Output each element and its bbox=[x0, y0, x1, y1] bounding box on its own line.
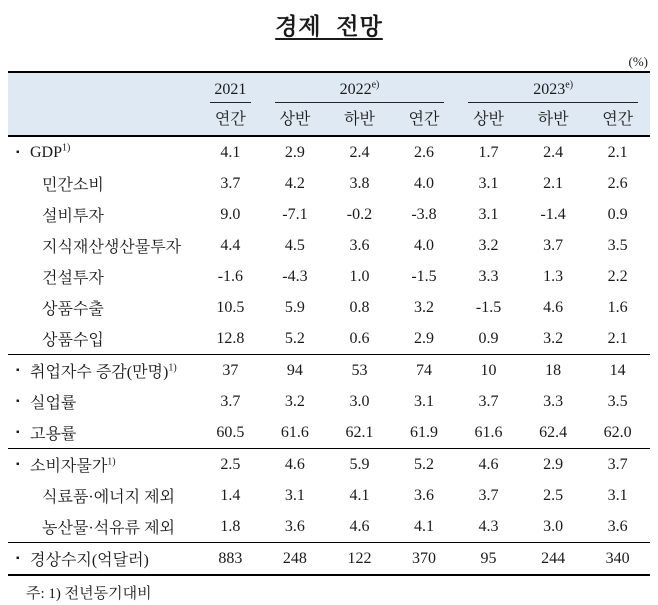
value-cell: 4.6 bbox=[456, 449, 521, 481]
value-cell: -1.5 bbox=[411, 267, 437, 285]
row-label: GDP bbox=[30, 143, 63, 161]
value-cell: 2.9 bbox=[414, 329, 434, 347]
row-label: 경상수지(억달러) bbox=[30, 552, 149, 569]
value-cell: 5.9 bbox=[284, 298, 305, 316]
row-label-cell bbox=[8, 449, 198, 481]
subheader-cell: 상반 bbox=[456, 103, 521, 136]
value-cell: 5.2 bbox=[284, 329, 305, 347]
row-label: 농산물·석유류 제외 bbox=[42, 520, 175, 537]
value-cell: 12.8 bbox=[216, 329, 245, 347]
table-row bbox=[8, 511, 650, 543]
bullet-icon: ▪ bbox=[16, 458, 20, 470]
bullet-icon: ▪ bbox=[16, 426, 20, 438]
row-label: 상품수출 bbox=[42, 301, 104, 318]
value-cell: 3.5 bbox=[607, 236, 628, 254]
value-cell: 2.4 bbox=[349, 143, 370, 161]
value-cell: 5.9 bbox=[327, 449, 392, 481]
value-cell: 4.3 bbox=[478, 517, 499, 535]
value-cell: 3.3 bbox=[478, 267, 499, 285]
row-label-cell bbox=[8, 292, 198, 323]
table-row bbox=[8, 480, 650, 511]
subheader-cell: 연간 bbox=[585, 103, 650, 136]
value-cell: 3.6 bbox=[284, 517, 305, 535]
table-row bbox=[8, 261, 650, 292]
value-cell: -4.3 bbox=[282, 267, 308, 285]
value-cell: 10.5 bbox=[216, 298, 245, 316]
table-row bbox=[8, 417, 650, 449]
value-cell: 1.0 bbox=[349, 267, 370, 285]
value-cell: 53 bbox=[327, 355, 392, 387]
value-cell: 3.1 bbox=[478, 174, 499, 192]
value-cell: 18 bbox=[521, 355, 586, 387]
value-cell: 61.9 bbox=[410, 423, 438, 441]
table-row bbox=[8, 355, 650, 387]
row-label-cell bbox=[8, 199, 198, 230]
value-cell: 4.1 bbox=[349, 486, 370, 504]
row-label-cell bbox=[8, 386, 198, 417]
year-group-row bbox=[8, 72, 650, 103]
value-cell: 3.6 bbox=[414, 486, 434, 504]
value-cell: 4.1 bbox=[414, 517, 434, 535]
row-label-cell bbox=[8, 168, 198, 199]
row-label: 상품수입 bbox=[42, 332, 104, 349]
subheader-cell: 연간 bbox=[198, 103, 263, 136]
corner-cell bbox=[8, 72, 198, 103]
row-label: 소비자물가 bbox=[30, 458, 108, 475]
value-cell: 3.7 bbox=[585, 449, 650, 481]
table-row bbox=[8, 136, 650, 168]
value-cell: 3.7 bbox=[220, 174, 241, 192]
value-cell: 62.1 bbox=[345, 423, 374, 441]
subheader-cell: 상반 bbox=[263, 103, 328, 136]
row-label: 민간소비 bbox=[42, 177, 104, 194]
value-cell: 1.4 bbox=[220, 486, 241, 504]
value-cell: 4.6 bbox=[349, 517, 370, 535]
table-row bbox=[8, 168, 650, 199]
row-label: 식료품·에너지 제외 bbox=[42, 489, 175, 506]
table-body bbox=[8, 136, 650, 575]
year-group-header bbox=[198, 72, 263, 103]
value-cell: 9.0 bbox=[220, 205, 241, 223]
value-cell: 340 bbox=[585, 543, 650, 576]
subheader-row bbox=[8, 103, 650, 136]
value-cell: 62.0 bbox=[603, 423, 632, 441]
row-label-cell bbox=[8, 511, 198, 543]
table-row bbox=[8, 199, 650, 230]
value-cell: 2.1 bbox=[607, 329, 628, 347]
value-cell: 95 bbox=[456, 543, 521, 576]
bullet-icon: ▪ bbox=[16, 552, 20, 564]
value-cell: 3.2 bbox=[543, 329, 564, 347]
value-cell: 3.0 bbox=[349, 392, 370, 410]
row-label: 건설투자 bbox=[42, 270, 104, 287]
value-cell: 3.3 bbox=[543, 392, 564, 410]
row-label-cell bbox=[8, 136, 198, 168]
value-cell: 2.2 bbox=[607, 267, 628, 285]
value-cell: 3.1 bbox=[284, 486, 305, 504]
value-cell: 5.2 bbox=[392, 449, 457, 481]
year-group-header bbox=[456, 72, 650, 103]
year-label: 2022 bbox=[339, 81, 372, 98]
value-cell: 2.5 bbox=[198, 449, 263, 481]
value-cell: 3.6 bbox=[607, 517, 628, 535]
value-cell: 94 bbox=[263, 355, 328, 387]
row-label-cell bbox=[8, 355, 198, 387]
value-cell: 4.6 bbox=[263, 449, 328, 481]
row-label: 취업자수 증감(만명) bbox=[30, 364, 169, 381]
value-cell: 3.2 bbox=[414, 298, 434, 316]
value-cell: -7.1 bbox=[282, 205, 308, 223]
row-label: 설비투자 bbox=[42, 208, 104, 225]
unit-label: (%) bbox=[628, 54, 648, 69]
bullet-icon: ▪ bbox=[16, 395, 20, 407]
value-cell: 4.4 bbox=[220, 236, 241, 254]
value-cell: 1.7 bbox=[478, 143, 499, 161]
corner-cell bbox=[8, 103, 198, 136]
row-label: 고용률 bbox=[30, 426, 77, 443]
row-label-cell bbox=[8, 417, 198, 449]
value-cell: 60.5 bbox=[216, 423, 245, 441]
value-cell: 4.0 bbox=[414, 174, 434, 192]
value-cell: 3.1 bbox=[414, 392, 434, 410]
row-superscript: 1) bbox=[62, 142, 71, 154]
table-row bbox=[8, 543, 650, 576]
value-cell: 0.9 bbox=[607, 205, 628, 223]
value-cell: 4.6 bbox=[543, 298, 564, 316]
row-label: 지식재산생산물투자 bbox=[42, 239, 182, 256]
value-cell: 3.7 bbox=[543, 236, 564, 254]
value-cell: 74 bbox=[392, 355, 457, 387]
year-superscript: e) bbox=[565, 79, 574, 91]
value-cell: 2.9 bbox=[284, 143, 305, 161]
value-cell: -1.5 bbox=[475, 298, 502, 316]
value-cell: 3.8 bbox=[349, 174, 370, 192]
value-cell: 248 bbox=[263, 543, 328, 576]
value-cell: 1.6 bbox=[607, 298, 628, 316]
year-superscript: e) bbox=[371, 79, 380, 91]
table-row bbox=[8, 230, 650, 261]
row-superscript: 1) bbox=[107, 456, 116, 468]
value-cell: 2.6 bbox=[414, 143, 434, 161]
year-label: 2021 bbox=[214, 81, 247, 98]
value-cell: -0.2 bbox=[346, 205, 373, 223]
value-cell: 61.6 bbox=[474, 423, 503, 441]
value-cell: 4.0 bbox=[414, 236, 434, 254]
value-cell: -3.8 bbox=[411, 205, 437, 223]
value-cell: 3.2 bbox=[284, 392, 305, 410]
value-cell: 244 bbox=[521, 543, 586, 576]
value-cell: 0.9 bbox=[478, 329, 499, 347]
value-cell: 4.1 bbox=[220, 143, 241, 161]
value-cell: 3.6 bbox=[349, 236, 370, 254]
subheader-cell: 연간 bbox=[392, 103, 457, 136]
value-cell: 3.1 bbox=[607, 486, 628, 504]
value-cell: 2.9 bbox=[521, 449, 586, 481]
subheader-cell: 하반 bbox=[521, 103, 586, 136]
year-label: 2023 bbox=[533, 81, 566, 98]
value-cell: -1.6 bbox=[217, 267, 244, 285]
bullet-icon: ▪ bbox=[16, 364, 20, 376]
value-cell: 62.4 bbox=[539, 423, 568, 441]
value-cell: 3.7 bbox=[478, 392, 499, 410]
value-cell: 2.4 bbox=[543, 143, 564, 161]
value-cell: 2.1 bbox=[543, 174, 564, 192]
value-cell: 4.2 bbox=[284, 174, 305, 192]
row-label-cell bbox=[8, 323, 198, 355]
value-cell: 3.7 bbox=[478, 486, 499, 504]
row-label-cell bbox=[8, 230, 198, 261]
value-cell: 3.2 bbox=[478, 236, 499, 254]
value-cell: 3.1 bbox=[478, 205, 499, 223]
row-label-cell bbox=[8, 480, 198, 511]
row-superscript: 1) bbox=[168, 362, 177, 374]
value-cell: 2.6 bbox=[607, 174, 628, 192]
value-cell: 3.0 bbox=[543, 517, 564, 535]
value-cell: 1.8 bbox=[220, 517, 241, 535]
value-cell: 2.1 bbox=[607, 143, 628, 161]
value-cell: 1.3 bbox=[543, 267, 564, 285]
table-row bbox=[8, 292, 650, 323]
value-cell: 2.5 bbox=[543, 486, 564, 504]
value-cell: 10 bbox=[456, 355, 521, 387]
value-cell: 0.8 bbox=[349, 298, 370, 316]
table-header bbox=[8, 72, 650, 136]
value-cell: 122 bbox=[327, 543, 392, 576]
row-label-cell bbox=[8, 261, 198, 292]
table-row bbox=[8, 449, 650, 481]
year-group-header bbox=[263, 72, 457, 103]
table-row bbox=[8, 323, 650, 355]
value-cell: 0.6 bbox=[349, 329, 370, 347]
value-cell: 370 bbox=[392, 543, 457, 576]
footnote: 주: 1) 전년동기대비 bbox=[26, 586, 152, 602]
value-cell: 37 bbox=[198, 355, 263, 387]
row-label: 실업률 bbox=[30, 395, 77, 412]
value-cell: 61.6 bbox=[280, 423, 309, 441]
bullet-icon: ▪ bbox=[16, 146, 20, 158]
page-title: 경제 전망 bbox=[275, 14, 383, 39]
value-cell: 3.7 bbox=[220, 392, 241, 410]
subheader-cell: 하반 bbox=[327, 103, 392, 136]
row-label-cell bbox=[8, 543, 198, 576]
value-cell: 14 bbox=[585, 355, 650, 387]
value-cell: -1.4 bbox=[540, 205, 566, 223]
value-cell: 3.5 bbox=[607, 392, 628, 410]
table-row bbox=[8, 386, 650, 417]
value-cell: 4.5 bbox=[284, 236, 305, 254]
forecast-table bbox=[8, 71, 650, 576]
value-cell: 883 bbox=[198, 543, 263, 576]
